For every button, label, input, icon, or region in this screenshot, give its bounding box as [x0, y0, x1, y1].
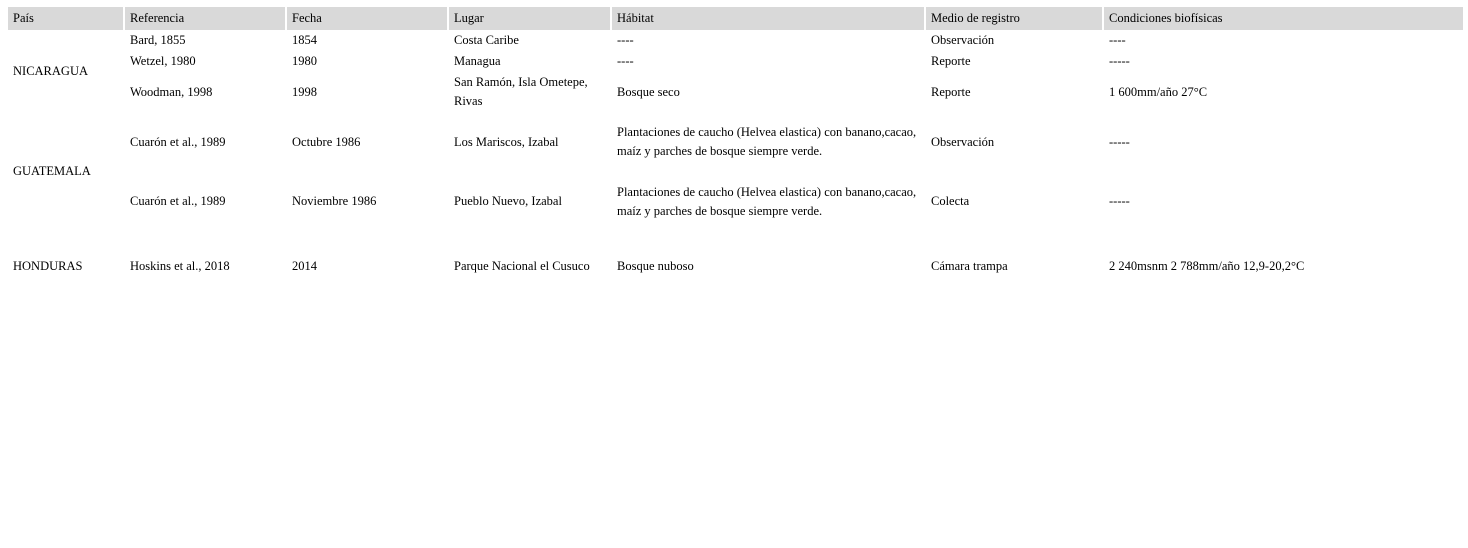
reference-cell: Cuarón et al., 1989	[130, 134, 226, 149]
country-cell: NICARAGUA	[13, 63, 88, 78]
conditions-cell: 1 600mm/año 27°C	[1109, 84, 1208, 99]
place-cell: Los Mariscos, Izabal	[454, 134, 559, 149]
date-cell: 1854	[292, 33, 317, 47]
place-cell: Costa Caribe	[454, 33, 519, 47]
date-cell: 2014	[292, 258, 317, 273]
table-row	[8, 112, 1463, 172]
spacer-row	[8, 231, 1463, 245]
table-row	[8, 30, 1463, 51]
habitat-cell: Plantaciones de caucho (Helvea elastica) con banano,cacao, maíz y parches de bosque siempre verde.	[617, 184, 917, 218]
reference-cell: Bard, 1855	[130, 33, 186, 47]
date-cell: 1980	[292, 54, 317, 68]
reference-cell: Hoskins et al., 2018	[130, 258, 230, 273]
method-cell: Reporte	[931, 54, 971, 68]
habitat-cell: ----	[617, 33, 634, 47]
header-referencia: Referencia	[125, 7, 285, 30]
reference-cell: Cuarón et al., 1989	[130, 194, 226, 208]
reference-cell: Wetzel, 1980	[130, 54, 196, 68]
habitat-cell: ----	[617, 54, 634, 68]
header-habitat: Hábitat	[612, 7, 924, 30]
date-cell: Noviembre 1986	[292, 194, 377, 208]
header-fecha: Fecha	[287, 7, 447, 30]
place-cell: San Ramón, Isla Ometepe, Rivas	[454, 75, 588, 108]
header-row	[8, 7, 1463, 30]
conditions-cell: ----	[1109, 33, 1126, 47]
conditions-cell: -----	[1109, 194, 1130, 208]
table-row	[8, 51, 1463, 72]
header-condiciones: Condiciones biofísicas	[1104, 7, 1463, 30]
method-cell: Observación	[931, 33, 995, 47]
country-cell: GUATEMALA	[13, 164, 91, 178]
header-medio-registro: Medio de registro	[926, 7, 1102, 30]
habitat-cell: Bosque seco	[617, 84, 680, 99]
conditions-cell: 2 240msnm 2 788mm/año 12,9-20,2°C	[1109, 258, 1305, 273]
header-lugar: Lugar	[449, 7, 610, 30]
conditions-cell: -----	[1109, 54, 1130, 68]
table-row	[8, 245, 1463, 287]
method-cell: Observación	[931, 134, 995, 149]
method-cell: Cámara trampa	[931, 258, 1008, 273]
place-cell: Parque Nacional el Cusuco	[454, 258, 590, 273]
country-cell: HONDURAS	[13, 258, 83, 273]
records-table	[6, 7, 1465, 287]
header-pais: País	[8, 7, 123, 30]
place-cell: Managua	[454, 54, 501, 68]
method-cell: Reporte	[931, 84, 971, 99]
table-row	[8, 172, 1463, 231]
habitat-cell: Bosque nuboso	[617, 258, 694, 273]
date-cell: 1998	[292, 84, 317, 99]
habitat-cell: Plantaciones de caucho (Helvea elastica) con banano,cacao, maíz y parches de bosque siempre verde.	[617, 125, 917, 158]
place-cell: Pueblo Nuevo, Izabal	[454, 194, 562, 208]
date-cell: Octubre 1986	[292, 134, 361, 149]
conditions-cell: -----	[1109, 134, 1130, 149]
reference-cell: Woodman, 1998	[130, 84, 213, 99]
table-row	[8, 72, 1463, 112]
method-cell: Colecta	[931, 194, 970, 208]
